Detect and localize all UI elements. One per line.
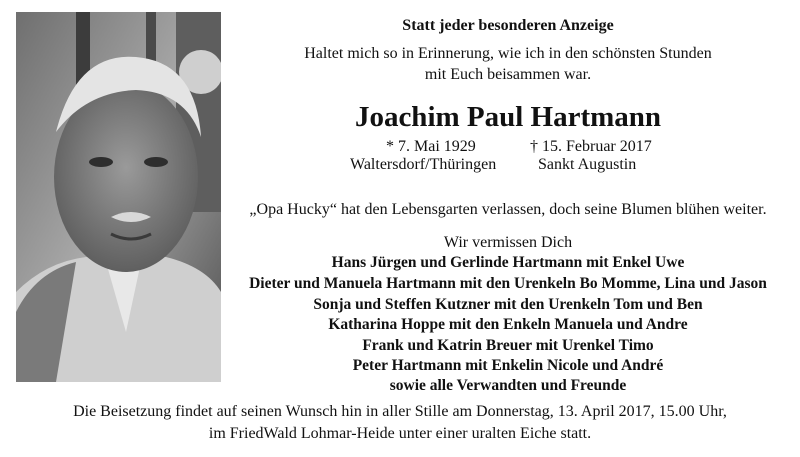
mourner-line: Katharina Hoppe mit den Enkeln Manuela und Andre — [328, 316, 688, 333]
portrait-photo — [16, 12, 221, 382]
death-date: † 15. Februar 2017 — [530, 138, 652, 155]
tribute: „Opa Hucky“ hat den Lebensgarten verlassen, doch seine Blumen blühen weiter. — [249, 201, 767, 218]
death-info — [530, 138, 680, 174]
mourner-line: Peter Hartmann mit Enkelin Nicole und André — [352, 357, 664, 374]
funeral-line-1: Die Beisetzung findet auf seinen Wunsch hin in aller Stille am Donnerstag, 13. April 2017, 15.00 Uhr, — [73, 403, 727, 420]
mourner-line: sowie alle Verwandten und Freunde — [389, 377, 627, 394]
birth-place: Waltersdorf/Thüringen — [350, 156, 497, 173]
deceased-name: Joachim Paul Hartmann — [354, 101, 662, 133]
miss-line: Wir vermissen Dich — [443, 234, 573, 251]
death-place: Sankt Augustin — [538, 156, 637, 173]
birth-info — [350, 138, 500, 174]
mourner-line: Hans Jürgen und Gerlinde Hartmann mit Enkel Uwe — [331, 254, 685, 271]
funeral-line-2: im FriedWald Lohmar-Heide unter einer uralten Eiche statt. — [208, 425, 592, 442]
mourner-line: Dieter und Manuela Hartmann mit den Urenkeln Bo Momme, Lina und Jason — [249, 275, 767, 292]
portrait-illustration — [16, 12, 221, 382]
quote-line-2: mit Euch beisammen war. — [424, 66, 592, 83]
birth-date: * 7. Mai 1929 — [386, 138, 476, 155]
header: Statt jeder besonderen Anzeige — [402, 17, 614, 34]
mourner-line: Sonja und Steffen Kutzner mit den Urenkeln Tom und Ben — [313, 296, 703, 313]
mourner-line: Frank und Katrin Breuer mit Urenkel Timo — [362, 337, 654, 354]
quote-line-1: Haltet mich so in Erinnerung, wie ich in den schönsten Stunden — [304, 45, 712, 62]
